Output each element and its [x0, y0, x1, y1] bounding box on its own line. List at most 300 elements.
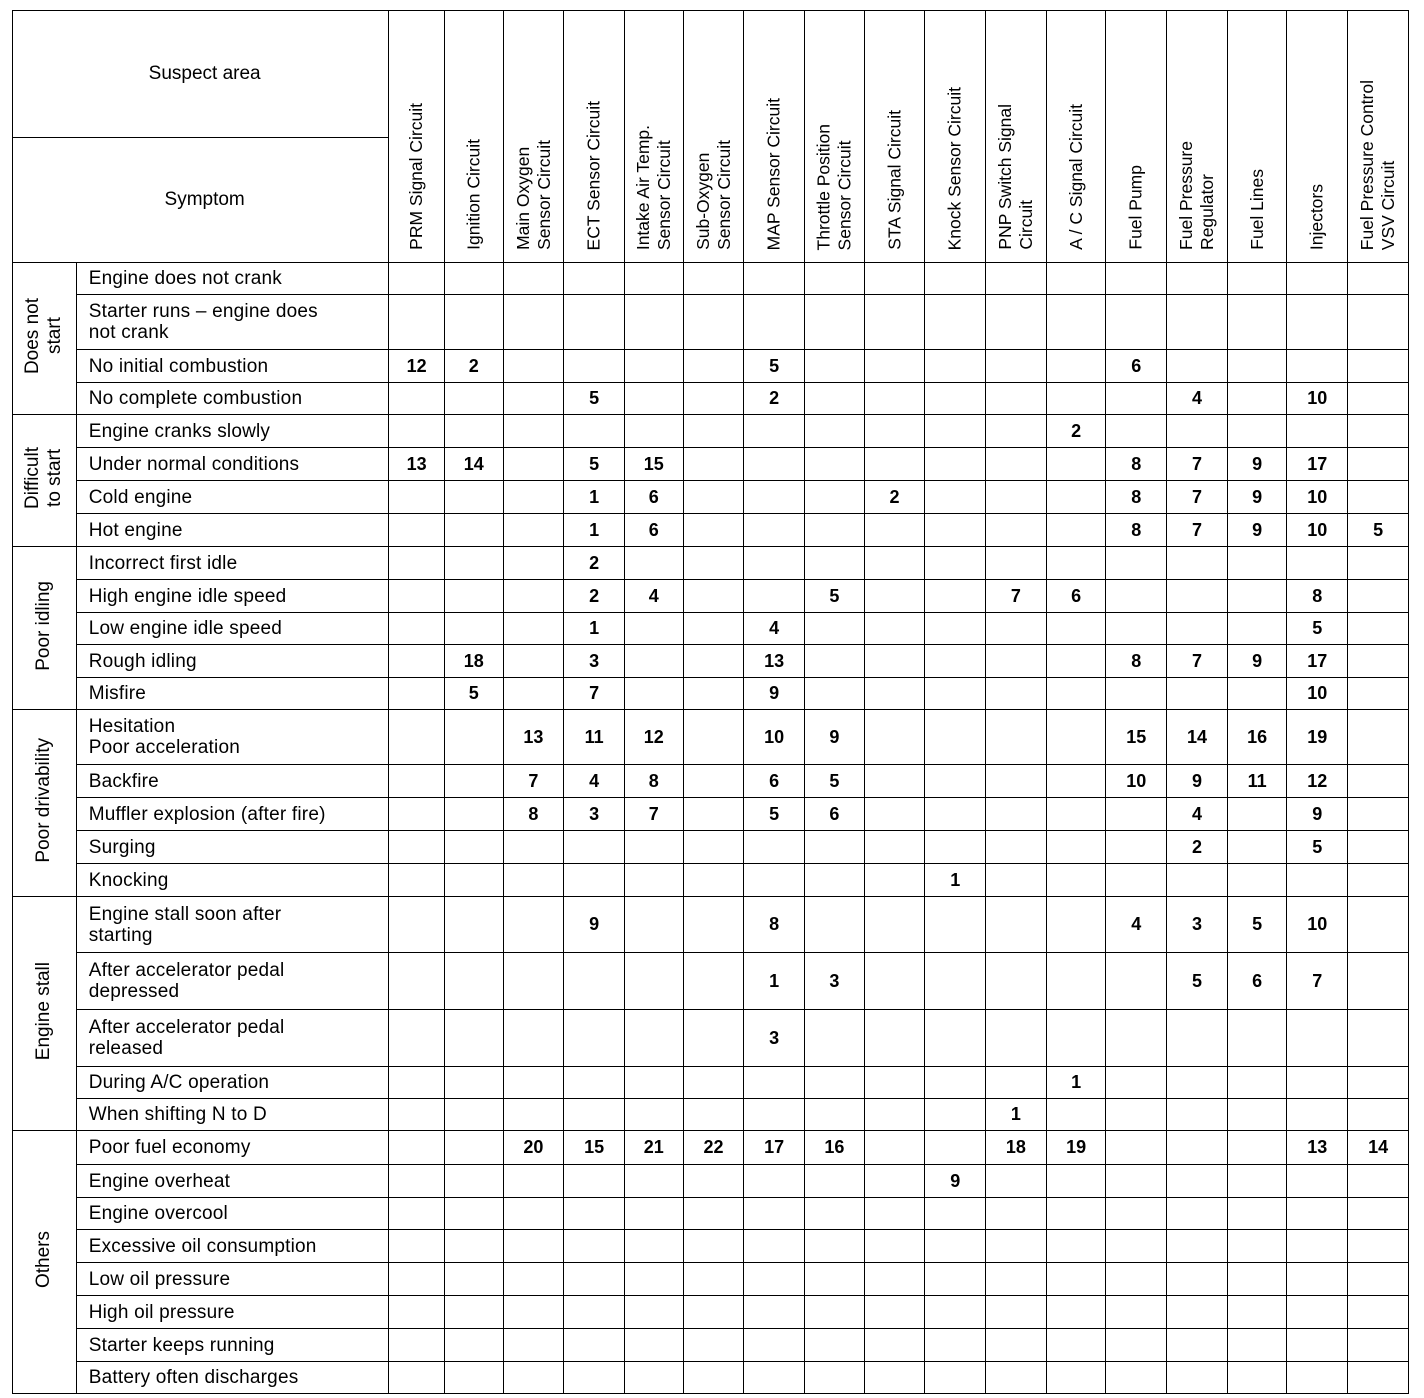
priority-cell: 5: [805, 580, 865, 613]
priority-cell: [389, 263, 445, 295]
priority-cell: [805, 295, 865, 350]
priority-cell: 8: [1106, 514, 1167, 547]
priority-cell: 3: [1167, 897, 1228, 953]
priority-cell: [389, 580, 445, 613]
priority-cell: [1106, 1198, 1167, 1230]
priority-cell: 18: [986, 1131, 1047, 1165]
priority-cell: [1046, 613, 1106, 645]
priority-cell: [864, 1067, 925, 1099]
priority-cell: [1287, 864, 1348, 897]
priority-cell: [1227, 798, 1287, 831]
priority-cell: 4: [1167, 383, 1228, 415]
priority-cell: [503, 547, 564, 580]
table-row: [13, 263, 1409, 295]
priority-cell: [925, 1296, 986, 1329]
priority-cell: [503, 1230, 564, 1263]
priority-cell: [683, 645, 744, 678]
priority-cell: [744, 481, 805, 514]
priority-cell: 22: [683, 1131, 744, 1165]
priority-cell: [389, 1165, 445, 1198]
priority-cell: [1106, 831, 1167, 864]
priority-cell: [503, 1099, 564, 1131]
priority-cell: 17: [1287, 448, 1348, 481]
priority-cell: [1167, 1099, 1228, 1131]
priority-cell: [1167, 1165, 1228, 1198]
column-header-label: Main Oxygen Sensor Circuit: [512, 140, 554, 250]
priority-cell: 9: [925, 1165, 986, 1198]
priority-cell: 3: [564, 798, 625, 831]
priority-cell: 5: [805, 765, 865, 798]
column-header-label: PRM Signal Circuit: [406, 103, 427, 250]
priority-cell: [389, 678, 445, 710]
priority-cell: [1046, 1099, 1106, 1131]
priority-cell: [1348, 1067, 1409, 1099]
priority-cell: [1227, 1010, 1287, 1067]
priority-cell: 19: [1287, 710, 1348, 765]
priority-cell: [864, 831, 925, 864]
priority-cell: [1046, 350, 1106, 383]
priority-cell: [444, 383, 503, 415]
priority-cell: [805, 613, 865, 645]
column-header: [986, 11, 1047, 263]
priority-cell: [986, 645, 1047, 678]
priority-cell: [444, 481, 503, 514]
priority-cell: [805, 1230, 865, 1263]
priority-cell: [1046, 1010, 1106, 1067]
priority-cell: [1348, 897, 1409, 953]
priority-cell: 8: [1106, 448, 1167, 481]
priority-cell: [683, 953, 744, 1010]
priority-cell: [925, 765, 986, 798]
priority-cell: 10: [1287, 383, 1348, 415]
priority-cell: [805, 514, 865, 547]
table-row: [13, 295, 1409, 350]
symptom-group-label: Poor drivability: [33, 738, 55, 863]
symptom-cell: Cold engine: [76, 481, 389, 514]
column-header: [444, 11, 503, 263]
priority-cell: [1348, 415, 1409, 448]
table-row: [13, 547, 1409, 580]
priority-cell: [1348, 613, 1409, 645]
priority-cell: [1348, 1165, 1409, 1198]
priority-cell: 3: [564, 645, 625, 678]
priority-cell: 6: [1046, 580, 1106, 613]
priority-cell: [1167, 547, 1228, 580]
priority-cell: 12: [624, 710, 683, 765]
priority-cell: 9: [1227, 514, 1287, 547]
priority-cell: [1046, 1263, 1106, 1296]
priority-cell: [1348, 1263, 1409, 1296]
priority-cell: [503, 1067, 564, 1099]
column-header-label: Fuel Pressure Control VSV Circuit: [1357, 79, 1399, 250]
priority-cell: [1167, 415, 1228, 448]
priority-cell: 21: [624, 1131, 683, 1165]
priority-cell: [503, 864, 564, 897]
priority-cell: [444, 263, 503, 295]
priority-cell: [805, 383, 865, 415]
priority-cell: [1348, 1362, 1409, 1394]
priority-cell: [1287, 1296, 1348, 1329]
priority-cell: [1106, 415, 1167, 448]
priority-cell: [389, 1263, 445, 1296]
priority-cell: [864, 415, 925, 448]
priority-cell: [624, 263, 683, 295]
priority-cell: [624, 547, 683, 580]
symptom-group: [13, 263, 77, 415]
priority-cell: [1046, 678, 1106, 710]
priority-cell: [683, 448, 744, 481]
column-header-label: Fuel Lines: [1246, 169, 1267, 250]
priority-cell: [1287, 1099, 1348, 1131]
priority-cell: [744, 1329, 805, 1362]
priority-cell: [1167, 263, 1228, 295]
priority-cell: [683, 613, 744, 645]
priority-cell: [683, 1362, 744, 1394]
priority-cell: [1287, 350, 1348, 383]
priority-cell: [986, 448, 1047, 481]
priority-cell: [503, 1362, 564, 1394]
table-row: [13, 448, 1409, 481]
priority-cell: [1227, 415, 1287, 448]
priority-cell: [864, 1010, 925, 1067]
priority-cell: [805, 831, 865, 864]
priority-cell: 8: [624, 765, 683, 798]
symptom-cell: Engine cranks slowly: [76, 415, 389, 448]
symptom-cell: Engine overcool: [76, 1198, 389, 1230]
priority-cell: [444, 1230, 503, 1263]
priority-cell: [1106, 1263, 1167, 1296]
troubleshooting-matrix: [12, 10, 1409, 1394]
symptom-cell: Engine stall soon after starting: [76, 897, 389, 953]
priority-cell: [864, 710, 925, 765]
table-row: [13, 1263, 1409, 1296]
priority-cell: [683, 350, 744, 383]
priority-cell: [1227, 1067, 1287, 1099]
priority-cell: [503, 263, 564, 295]
symptom-cell: Rough idling: [76, 645, 389, 678]
priority-cell: [444, 1067, 503, 1099]
priority-cell: [925, 1131, 986, 1165]
priority-cell: 12: [389, 350, 445, 383]
priority-cell: [564, 1198, 625, 1230]
priority-cell: [864, 1362, 925, 1394]
priority-cell: [1227, 1263, 1287, 1296]
priority-cell: [444, 831, 503, 864]
priority-cell: [1227, 613, 1287, 645]
priority-cell: [986, 383, 1047, 415]
symptom-group-label: Engine stall: [33, 961, 55, 1061]
priority-cell: [864, 448, 925, 481]
priority-cell: [444, 514, 503, 547]
priority-cell: [1046, 1165, 1106, 1198]
priority-cell: [864, 613, 925, 645]
priority-cell: 9: [1167, 765, 1228, 798]
priority-cell: [564, 953, 625, 1010]
priority-cell: 9: [1227, 448, 1287, 481]
priority-cell: [925, 295, 986, 350]
priority-cell: [744, 1067, 805, 1099]
priority-cell: [805, 678, 865, 710]
priority-cell: [744, 263, 805, 295]
priority-cell: 5: [744, 798, 805, 831]
symptom-cell: High oil pressure: [76, 1296, 389, 1329]
table-row: [13, 678, 1409, 710]
priority-cell: [564, 1329, 625, 1362]
priority-cell: [389, 514, 445, 547]
priority-cell: [1348, 678, 1409, 710]
priority-cell: [1046, 1329, 1106, 1362]
priority-cell: [986, 415, 1047, 448]
table-row: [13, 864, 1409, 897]
priority-cell: [805, 864, 865, 897]
priority-cell: [389, 547, 445, 580]
symptom-group: [13, 1131, 77, 1394]
priority-cell: [925, 645, 986, 678]
symptom-group-label: Does not start: [22, 297, 66, 375]
column-header: [564, 11, 625, 263]
priority-cell: [444, 613, 503, 645]
priority-cell: [986, 831, 1047, 864]
priority-cell: [744, 1296, 805, 1329]
column-header-label: Intake Air Temp. Sensor Circuit: [632, 124, 674, 250]
priority-cell: 2: [744, 383, 805, 415]
priority-cell: [389, 953, 445, 1010]
priority-cell: [503, 1010, 564, 1067]
priority-cell: [805, 1099, 865, 1131]
priority-cell: [864, 580, 925, 613]
priority-cell: [564, 1010, 625, 1067]
priority-cell: 1: [564, 514, 625, 547]
priority-cell: [624, 645, 683, 678]
priority-cell: [1287, 1198, 1348, 1230]
column-header-label: Knock Sensor Circuit: [944, 86, 965, 250]
priority-cell: [683, 710, 744, 765]
priority-cell: [805, 448, 865, 481]
priority-cell: [1287, 1165, 1348, 1198]
symptom-cell: Starter keeps running: [76, 1329, 389, 1362]
priority-cell: [864, 295, 925, 350]
priority-cell: [805, 547, 865, 580]
priority-cell: [624, 1230, 683, 1263]
priority-cell: [986, 1329, 1047, 1362]
priority-cell: [503, 580, 564, 613]
table-row: [13, 350, 1409, 383]
table-row: [13, 1067, 1409, 1099]
priority-cell: [986, 897, 1047, 953]
symptom-cell: Engine does not crank: [76, 263, 389, 295]
priority-cell: [744, 580, 805, 613]
priority-cell: [444, 1263, 503, 1296]
priority-cell: [1106, 1010, 1167, 1067]
priority-cell: [1348, 798, 1409, 831]
priority-cell: [864, 1131, 925, 1165]
priority-cell: [389, 710, 445, 765]
table-row: [13, 1099, 1409, 1131]
priority-cell: 7: [503, 765, 564, 798]
priority-cell: [744, 415, 805, 448]
symptom-cell: No initial combustion: [76, 350, 389, 383]
priority-cell: [1348, 295, 1409, 350]
priority-cell: [1227, 831, 1287, 864]
column-header-label: MAP Sensor Circuit: [763, 97, 784, 250]
priority-cell: 17: [744, 1131, 805, 1165]
priority-cell: [805, 1296, 865, 1329]
priority-cell: [925, 1010, 986, 1067]
priority-cell: [683, 1329, 744, 1362]
priority-cell: [1046, 831, 1106, 864]
priority-cell: [683, 514, 744, 547]
priority-cell: [1348, 263, 1409, 295]
priority-cell: [683, 1198, 744, 1230]
priority-cell: [1046, 765, 1106, 798]
priority-cell: [1348, 1230, 1409, 1263]
priority-cell: [864, 1263, 925, 1296]
priority-cell: 10: [1287, 514, 1348, 547]
priority-cell: [1046, 798, 1106, 831]
priority-cell: [389, 645, 445, 678]
priority-cell: 7: [1167, 481, 1228, 514]
priority-cell: [1046, 1198, 1106, 1230]
table-row: [13, 1329, 1409, 1362]
priority-cell: [1106, 1131, 1167, 1165]
priority-cell: [503, 481, 564, 514]
priority-cell: 8: [1106, 481, 1167, 514]
priority-cell: [805, 415, 865, 448]
priority-cell: [389, 481, 445, 514]
priority-cell: [1167, 580, 1228, 613]
priority-cell: [683, 580, 744, 613]
priority-cell: [986, 295, 1047, 350]
priority-cell: [1348, 864, 1409, 897]
priority-cell: [503, 678, 564, 710]
priority-cell: 3: [805, 953, 865, 1010]
table-row: [13, 481, 1409, 514]
priority-cell: [925, 953, 986, 1010]
priority-cell: [389, 1296, 445, 1329]
priority-cell: [1106, 1067, 1167, 1099]
priority-cell: [1167, 1362, 1228, 1394]
priority-cell: [389, 1010, 445, 1067]
symptom-cell: Starter runs – engine does not crank: [76, 295, 389, 350]
priority-cell: 4: [744, 613, 805, 645]
priority-cell: [564, 1296, 625, 1329]
priority-cell: [444, 1165, 503, 1198]
table-row: [13, 1296, 1409, 1329]
priority-cell: [925, 710, 986, 765]
column-header: [1227, 11, 1287, 263]
priority-cell: [1046, 383, 1106, 415]
priority-cell: [444, 1198, 503, 1230]
priority-cell: [1348, 1198, 1409, 1230]
priority-cell: [1167, 1230, 1228, 1263]
priority-cell: 14: [1348, 1131, 1409, 1165]
priority-cell: 2: [1046, 415, 1106, 448]
column-header: [1348, 11, 1409, 263]
priority-cell: [986, 613, 1047, 645]
column-header-label: Fuel Pump: [1125, 165, 1146, 250]
priority-cell: [389, 765, 445, 798]
priority-cell: 10: [1287, 897, 1348, 953]
priority-cell: [986, 1230, 1047, 1263]
priority-cell: [683, 1230, 744, 1263]
priority-cell: 13: [1287, 1131, 1348, 1165]
priority-cell: [444, 1329, 503, 1362]
priority-cell: [1167, 613, 1228, 645]
symptom-cell: Misfire: [76, 678, 389, 710]
table-row: [13, 1010, 1409, 1067]
priority-cell: 5: [444, 678, 503, 710]
priority-cell: [986, 953, 1047, 1010]
priority-cell: [1287, 547, 1348, 580]
priority-cell: 4: [1106, 897, 1167, 953]
column-header: [1167, 11, 1228, 263]
priority-cell: [444, 580, 503, 613]
priority-cell: [925, 1198, 986, 1230]
priority-cell: 9: [744, 678, 805, 710]
priority-cell: [864, 678, 925, 710]
priority-cell: 16: [1227, 710, 1287, 765]
priority-cell: [1227, 1099, 1287, 1131]
column-header: [1287, 11, 1348, 263]
symptom-cell: Battery often discharges: [76, 1362, 389, 1394]
priority-cell: [1348, 350, 1409, 383]
priority-cell: [444, 798, 503, 831]
column-header: [624, 11, 683, 263]
priority-cell: 7: [1167, 514, 1228, 547]
priority-cell: 7: [1287, 953, 1348, 1010]
symptom-cell: Incorrect first idle: [76, 547, 389, 580]
priority-cell: 20: [503, 1131, 564, 1165]
column-header: [925, 11, 986, 263]
priority-cell: [1227, 580, 1287, 613]
priority-cell: [805, 1165, 865, 1198]
priority-cell: [683, 1296, 744, 1329]
priority-cell: [986, 1362, 1047, 1394]
table-row: [13, 383, 1409, 415]
symptom-cell: Poor fuel economy: [76, 1131, 389, 1165]
priority-cell: [1046, 514, 1106, 547]
priority-cell: [744, 448, 805, 481]
priority-cell: 17: [1287, 645, 1348, 678]
priority-cell: [925, 415, 986, 448]
priority-cell: [986, 678, 1047, 710]
priority-cell: [624, 864, 683, 897]
priority-cell: [389, 1067, 445, 1099]
priority-cell: [624, 897, 683, 953]
priority-cell: [1046, 263, 1106, 295]
priority-cell: [986, 547, 1047, 580]
priority-cell: [1348, 1099, 1409, 1131]
priority-cell: [624, 295, 683, 350]
priority-cell: 1: [1046, 1067, 1106, 1099]
symptom-cell: During A/C operation: [76, 1067, 389, 1099]
priority-cell: [683, 864, 744, 897]
priority-cell: 8: [1287, 580, 1348, 613]
column-header: [503, 11, 564, 263]
priority-cell: 10: [744, 710, 805, 765]
priority-cell: 7: [986, 580, 1047, 613]
symptom-cell: No complete combustion: [76, 383, 389, 415]
priority-cell: [864, 1165, 925, 1198]
priority-cell: [925, 613, 986, 645]
column-header: [864, 11, 925, 263]
priority-cell: [986, 481, 1047, 514]
priority-cell: [1348, 580, 1409, 613]
priority-cell: 1: [925, 864, 986, 897]
priority-cell: [624, 1165, 683, 1198]
column-header-label: Injectors: [1306, 183, 1327, 250]
priority-cell: 10: [1106, 765, 1167, 798]
